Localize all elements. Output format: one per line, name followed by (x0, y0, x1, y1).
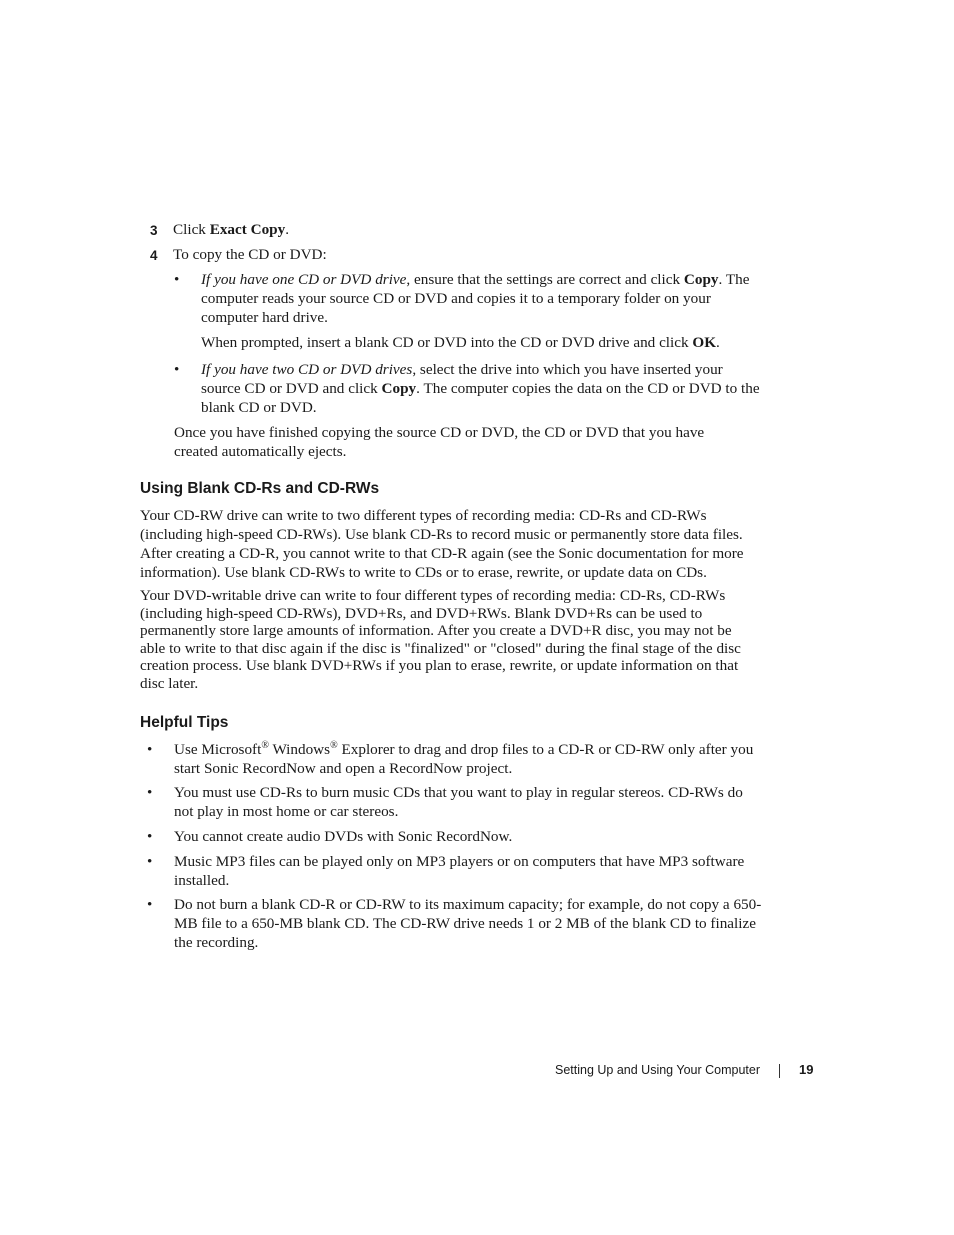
bullet-text: Do not burn a blank CD-R or CD-RW to its maximum capacity; for example, do not copy a 650-MB file to a 650-MB blank CD. The CD-RW drive needs 1 or 2 MB of the blank CD to finalize the recording. (174, 896, 762, 951)
copy-closing-paragraph: Once you have finished copying the source CD or DVD, the CD or DVD that you have created automatically ejects. (174, 424, 705, 460)
copy-prompt-note: When prompted, insert a blank CD or DVD into the CD or DVD drive and click OK. (201, 334, 720, 351)
footer-divider (779, 1064, 780, 1078)
bullet-text: You cannot create audio DVDs with Sonic RecordNow. (174, 828, 513, 845)
bullet-text: If you have two CD or DVD drives, select the drive into which you have inserted your source CD or DVD and click Copy. The computer copies the data on the CD or DVD to the blank CD or DVD. (201, 361, 760, 416)
exact-copy-label: Exact Copy (209, 221, 286, 238)
bullet-marker: • (174, 361, 180, 378)
bullet-text: Music MP3 files can be played only on MP3 players or on computers that have MP3 software installed. (174, 853, 745, 889)
bullet-marker: • (147, 828, 153, 845)
bullet-marker: • (147, 741, 153, 758)
paragraph-cdrw-drive: Your CD-RW drive can write to two different types of recording media: CD-Rs and CD-RWs (including high-speed CD-RWs). Use blank CD-Rs to record music or permanently store data files. After creating a CD-R, you cannot write to that CD-R again (see the Sonic documentation for more information). Use blank CD-RWs to write to CDs or to erase, rewrite, or update data on CDs. (140, 507, 744, 581)
step-text: To copy the CD or DVD: (173, 246, 327, 263)
page-number: 19 (799, 1062, 814, 1077)
bullet-text: Use Microsoft® Windows® Explorer to drag and drop files to a CD-R or CD-RW only after you start Sonic RecordNow and open a RecordNow project. (174, 740, 754, 777)
bullet-text: If you have one CD or DVD drive, ensure that the settings are correct and click Copy. The computer reads your source CD or DVD and copies it to a temporary folder on your computer hard drive. (201, 271, 750, 326)
section-heading-helpful-tips: Helpful Tips (140, 714, 229, 731)
footer-section-title: Setting Up and Using Your Computer (555, 1063, 760, 1077)
bullet-marker: • (147, 784, 153, 801)
step-text: Click Exact Copy. (173, 221, 290, 238)
paragraph-dvd-drive: Your DVD-writable drive can write to four different types of recording media: CD-Rs, CD-RWs (including high-speed CD-RWs), DVD+Rs, and DVD+RWs. Blank DVD+Rs can be used to permanently store large amounts of information. After you create a DVD+R disc, you may not be able to write to that disc again if the disc is "finalized" or "closed" during the final stage of the disc creation process. Use blank DVD+RWs if you plan to erase, rewrite, or update information on that disc later. (140, 587, 741, 692)
step-number: 3 (150, 223, 158, 238)
bullet-marker: • (174, 271, 180, 288)
bullet-marker: • (147, 896, 153, 913)
bullet-marker: • (147, 853, 153, 870)
bullet-text: You must use CD-Rs to burn music CDs that you want to play in regular stereos. CD-RWs do not play in most home or car stereos. (174, 784, 743, 820)
step-number: 4 (150, 248, 158, 263)
section-heading-blank-media: Using Blank CD-Rs and CD-RWs (140, 480, 380, 497)
